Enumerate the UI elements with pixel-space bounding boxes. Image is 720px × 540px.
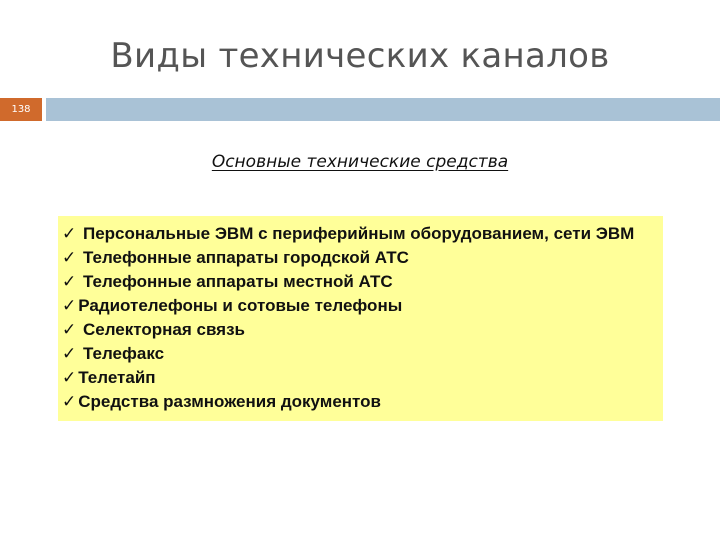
list-item [62,318,720,342]
list-item-text: Телефонные аппараты местной АТС [82,272,393,291]
check-icon: ✓ [62,224,77,244]
slide-title: Виды технических каналов [110,36,610,76]
list-item-text: Персональные ЭВМ с периферийным оборудованием, сети ЭВМ [82,224,635,243]
check-icon: ✓ [62,320,77,340]
list-item-text: Радиотелефоны и сотовые телефоны [78,296,403,315]
slide-number: 138 [11,104,31,115]
list-item [62,270,720,294]
list-item-text: Телетайп [78,368,156,387]
slide-number-badge [0,98,42,121]
list-item [62,246,720,270]
check-icon: ✓ [62,272,77,292]
means-list [62,222,720,414]
list-item [62,366,720,390]
list-item-text: Средства размножения документов [78,392,381,411]
subtitle-text: Основные технические средства [211,152,509,172]
check-icon: ✓ [62,392,77,412]
check-icon: ✓ [62,344,77,364]
list-item [62,390,720,414]
list-item-text: Телефонные аппараты городской АТС [82,248,409,267]
check-icon: ✓ [62,368,77,388]
list-item [62,342,720,366]
list-item [62,294,720,318]
check-icon: ✓ [62,248,77,268]
check-icon: ✓ [62,296,77,316]
list-item-text: Телефакс [82,344,165,363]
list-item [62,222,720,246]
subtitle [0,152,720,172]
header-bar [46,98,720,121]
list-item-text: Селекторная связь [82,320,245,339]
